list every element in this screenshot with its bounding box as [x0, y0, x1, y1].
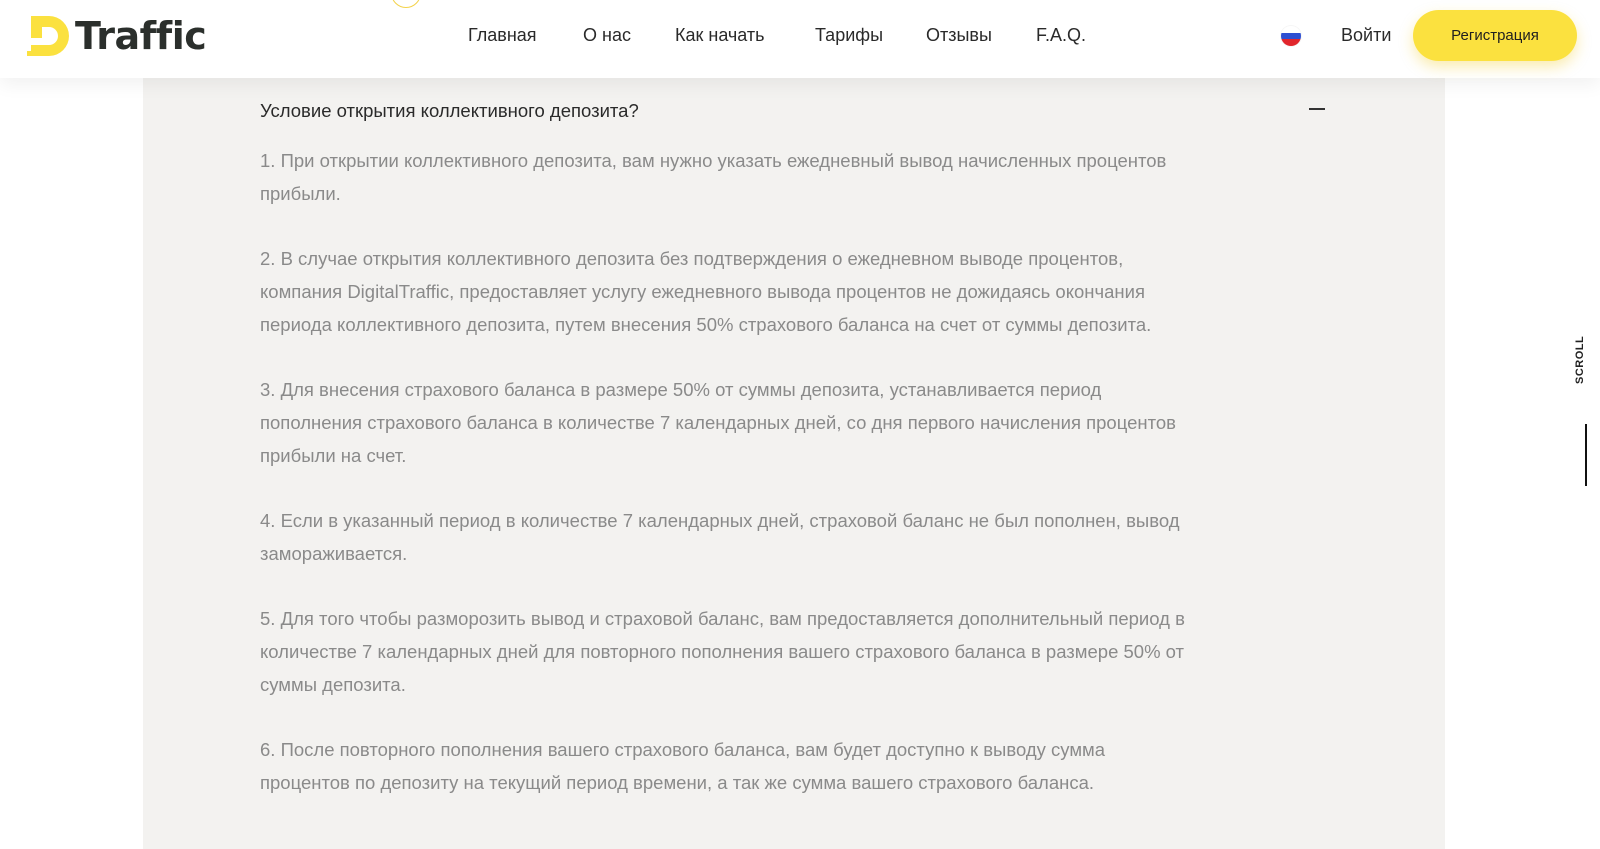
- nav-item-reviews[interactable]: Отзывы: [926, 25, 992, 45]
- login-link[interactable]: Войти: [1341, 25, 1392, 45]
- nav-item-tariffs[interactable]: Тарифы: [815, 25, 884, 45]
- nav-item-about[interactable]: О нас: [583, 25, 631, 45]
- faq-answer-paragraph: 5. Для того чтобы разморозить вывод и страховой баланс, вам предоставляется дополнительный период в количестве 7 календарных дней для повторного пополнения вашего страхового баланса в размере 50% от суммы депозита.: [260, 608, 1185, 695]
- register-button[interactable]: Регистрация: [1413, 10, 1577, 61]
- faq-answer-paragraph: 1. При открытии коллективного депозита, вам нужно указать ежедневный вывод начисленных процентов прибыли.: [260, 150, 1167, 204]
- nav-item-how-to-start[interactable]: Как начать: [675, 25, 765, 45]
- scroll-indicator-line[interactable]: [1585, 424, 1587, 486]
- language-flag-ru-icon[interactable]: [1281, 26, 1301, 46]
- logo-text: Traffic: [75, 14, 207, 58]
- faq-answer-paragraph: 2. В случае открытия коллективного депозита без подтверждения о ежедневном выводе процентов, компания DigitalTraffic, предоставляет услугу ежедневного вывода процентов не дожидаясь окончания периода коллективного депозита, путем внесения 50% страхового баланса на счет от суммы депозита.: [260, 248, 1152, 335]
- nav-item-home[interactable]: Главная: [468, 25, 537, 45]
- site-header: [0, 0, 1600, 78]
- faq-answer-paragraph: 4. Если в указанный период в количестве 7 календарных дней, страховой баланс не был пополнен, вывод замораживается.: [260, 510, 1180, 564]
- faq-question[interactable]: Условие открытия коллективного депозита?: [260, 100, 639, 121]
- nav-item-faq[interactable]: F.A.Q.: [1036, 25, 1087, 45]
- collapse-minus-icon[interactable]: [1309, 108, 1325, 110]
- faq-answer: [260, 144, 1200, 831]
- faq-answer-paragraph: 6. После повторного пополнения вашего страхового баланса, вам будет доступно к выводу сумма процентов по депозиту на текущий период времени, а так же сумма вашего страхового баланса.: [260, 739, 1106, 793]
- faq-answer-paragraph: 3. Для внесения страхового баланса в размере 50% от суммы депозита, устанавливается период пополнения страхового баланса в количестве 7 календарных дней, со дня первого начисления процентов прибыли на счет.: [260, 379, 1176, 466]
- scroll-label: SCROLL: [1574, 335, 1586, 384]
